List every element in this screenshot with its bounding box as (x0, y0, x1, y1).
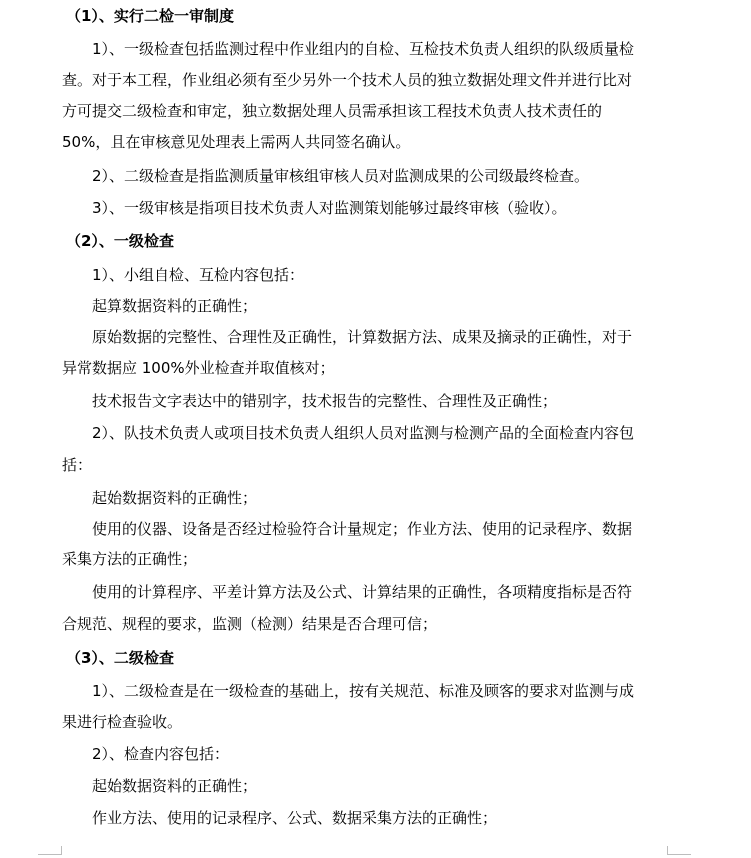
paragraph-line: 果进行检查验收。 (62, 713, 183, 731)
section-heading: （3）、二级检查 (66, 649, 174, 667)
paragraph-line: 合规范、规程的要求，监测（检测）结果是否合理可信； (62, 615, 438, 633)
paragraph-line: 作业方法、使用的记录程序、公式、数据采集方法的正确性； (92, 809, 498, 827)
corner-mark-right (667, 854, 691, 855)
corner-mark-left (38, 854, 62, 855)
paragraph-line: 异常数据应 100%外业检查并取值核对； (62, 359, 335, 377)
paragraph-line: 1）、小组自检、互检内容包括： (92, 266, 305, 284)
paragraph-line: 方可提交二级检查和审定，独立数据处理人员需承担该工程技术负责人技术责任的 (62, 102, 603, 120)
paragraph-line: 查。对于本工程，作业组必须有至少另外一个技术人员的独立数据处理文件并进行比对 (62, 71, 633, 89)
corner-mark-right-vertical (667, 846, 668, 855)
paragraph-line: 1）、二级检查是在一级检查的基础上，按有关规范、标准及顾客的要求对监测与成 (92, 682, 635, 700)
paragraph-line: 2）、队技术负责人或项目技术负责人组织人员对监测与检测产品的全面检查内容包 (92, 424, 635, 442)
paragraph-line: 起算数据资料的正确性； (92, 297, 258, 315)
paragraph-line: 采集方法的正确性； (62, 550, 198, 568)
paragraph-line: 技术报告文字表达中的错别字，技术报告的完整性、合理性及正确性； (92, 392, 558, 410)
paragraph-line: 起始数据资料的正确性； (92, 777, 258, 795)
paragraph-line: 使用的仪器、设备是否经过检验符合计量规定；作业方法、使用的记录程序、数据 (92, 520, 633, 538)
paragraph-line: 2）、二级检查是指监测质量审核组审核人员对监测成果的公司级最终检查。 (92, 167, 590, 185)
paragraph-line: 使用的计算程序、平差计算方法及公式、计算结果的正确性，各项精度指标是否符 (92, 583, 633, 601)
paragraph-line: 2）、检查内容包括： (92, 745, 230, 763)
section-heading: （2）、一级检查 (66, 232, 174, 250)
paragraph-line: 3）、一级审核是指项目技术负责人对监测策划能够过最终审核（验收）。 (92, 199, 567, 217)
paragraph-line: 括： (62, 456, 93, 474)
paragraph-line: 1）、一级检查包括监测过程中作业组内的自检、互检技术负责人组织的队级质量检 (92, 40, 635, 58)
paragraph-line: 50%，且在审核意见处理表上需两人共同签名确认。 (62, 133, 411, 151)
paragraph-line: 原始数据的完整性、合理性及正确性，计算数据方法、成果及摘录的正确性，对于 (92, 328, 633, 346)
section-heading: （1）、实行二检一审制度 (66, 7, 234, 25)
paragraph-line: 起始数据资料的正确性； (92, 489, 258, 507)
corner-mark-left-vertical (61, 846, 62, 855)
